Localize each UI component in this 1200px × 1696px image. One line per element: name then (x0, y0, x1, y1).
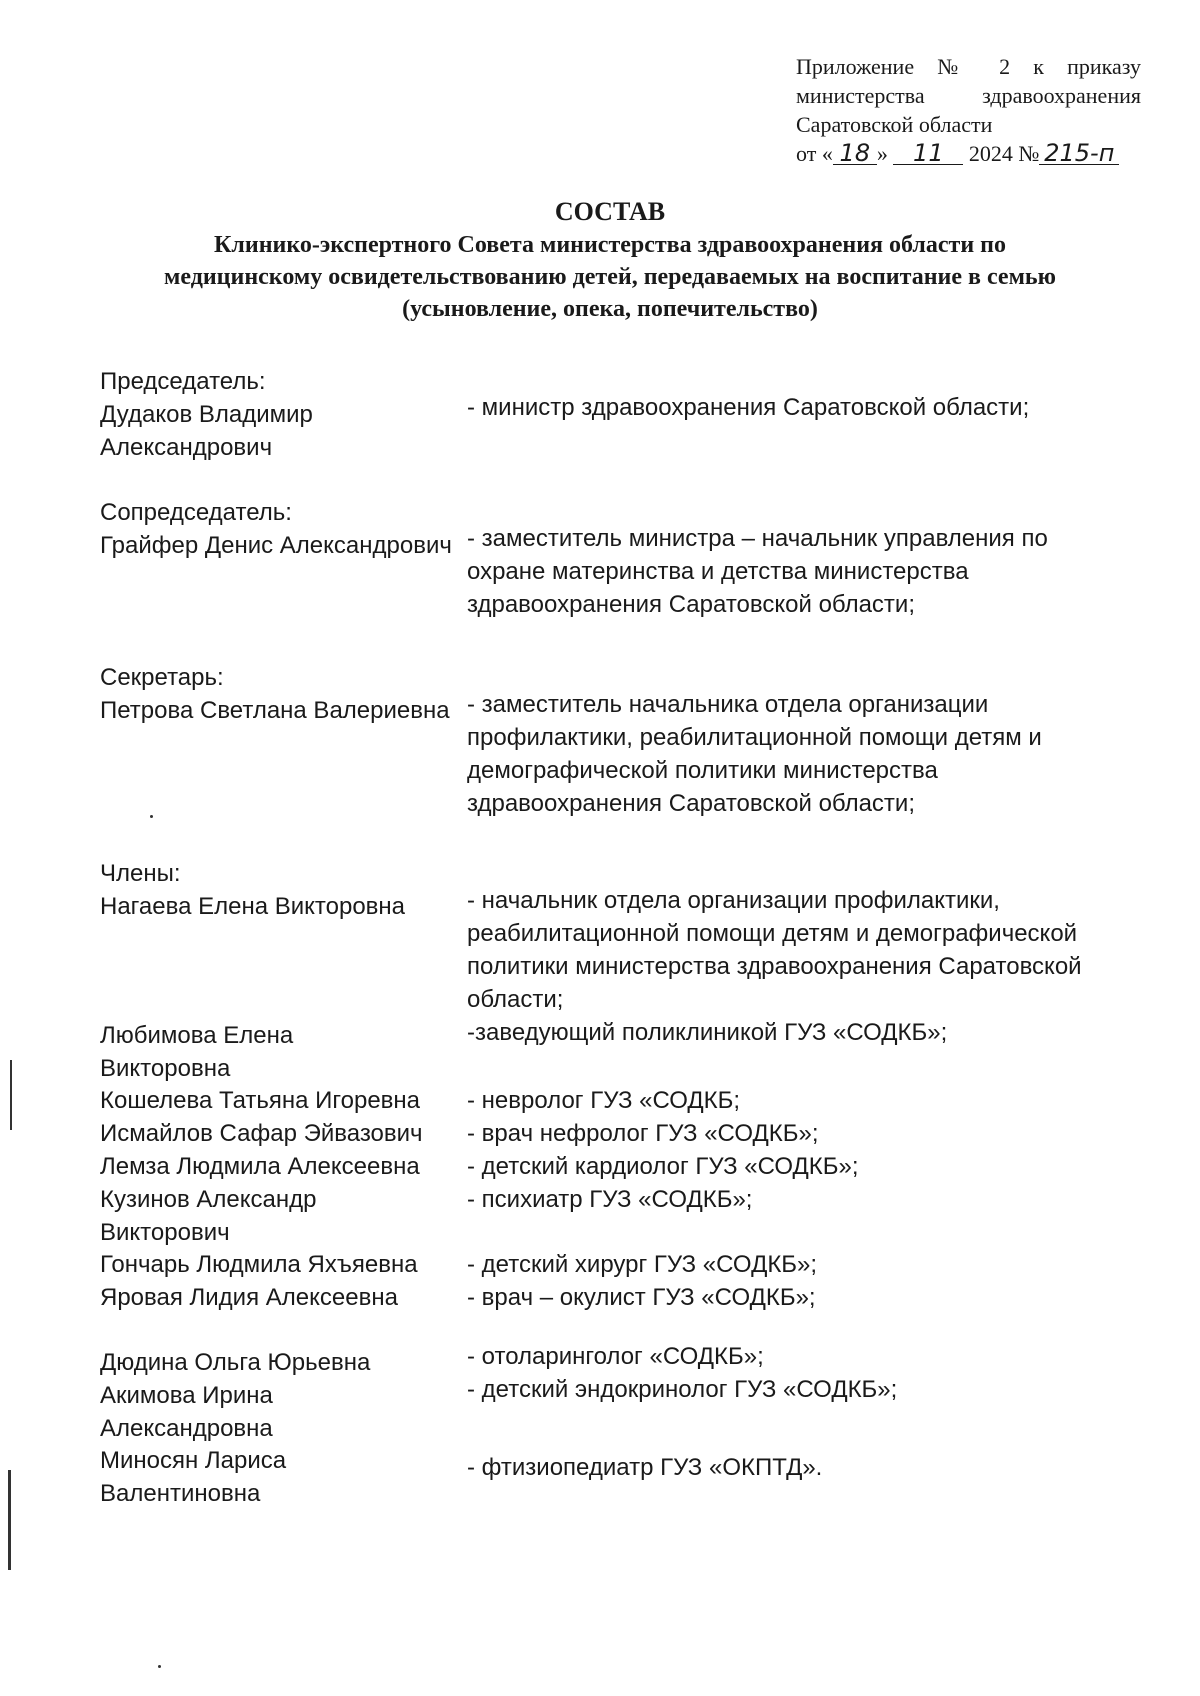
member-name: Гончарь Людмила Яхъяевна (100, 1251, 418, 1278)
secretary-name: Петрова Светлана Валериевна (100, 697, 450, 724)
scan-artifact (8, 1470, 11, 1570)
member-role: - отоларинголог «СОДКБ»; (467, 1343, 764, 1370)
member-name: Нагаева Елена Викторовна (100, 893, 406, 920)
member-name: Яровая Лидия Алексеевна (100, 1284, 398, 1311)
cochair-label: Сопредседатель: (100, 499, 292, 526)
member-role: - психиатр ГУЗ «СОДКБ»; (467, 1186, 753, 1213)
secretary-role: - заместитель начальника отдела организации профилактики, реабилитационной помощи детям и демографической политики министерства здравоохранения Саратовской области; (467, 691, 1042, 817)
member-name: Кошелева Татьяна Игоревна (100, 1087, 421, 1114)
date-day: 18 (833, 142, 877, 165)
order-number: 215-п (1039, 142, 1119, 165)
date-mid: » (876, 141, 888, 166)
secretary-label: Секретарь: (100, 664, 224, 691)
member-role: - детский кардиолог ГУЗ «СОДКБ»; (467, 1153, 859, 1180)
member-role: - невролог ГУЗ «СОДКБ; (467, 1087, 741, 1114)
member-role: - начальник отдела организации профилактики, реабилитационной помощи детям и демографической политики министерства здравоохранения Саратовской области; (467, 887, 1082, 1013)
member-role: -заведующий поликлиникой ГУЗ «СОДКБ»; (467, 1019, 948, 1046)
member-name: Любимова Елена Викторовна (100, 1022, 294, 1082)
document-title: СОСТАВ (554, 197, 666, 226)
members-label: Члены: (100, 860, 181, 887)
member-role: - врач нефролог ГУЗ «СОДКБ»; (467, 1120, 819, 1147)
appendix-line-2: министерства здравоохранения (796, 83, 1141, 108)
document-subtitle: Клинико-экспертного Совета министерства здравоохранения области по медицинскому освидетельствованию детей, передаваемых на воспитание в семью (усыновление, опека, попечительство) (164, 232, 1056, 322)
appendix-line-3: Саратовской области (796, 112, 993, 137)
member-name: Лемза Людмила Алексеевна (100, 1153, 420, 1180)
member-role: - фтизиопедиатр ГУЗ «ОКПТД». (467, 1454, 823, 1481)
appendix-line-1: Приложение № 2 к приказу (796, 54, 1141, 79)
member-role: - детский эндокринолог ГУЗ «СОДКБ»; (467, 1376, 898, 1403)
chair-name: Дудаков Владимир Александрович (100, 401, 313, 461)
chair-role: - министр здравоохранения Саратовской области; (467, 394, 1030, 421)
date-year: 2024 № (968, 141, 1040, 166)
chair-label: Председатель: (100, 368, 266, 395)
member-role: - врач – окулист ГУЗ «СОДКБ»; (467, 1284, 816, 1311)
member-name: Акимова Ирина Александровна (100, 1382, 273, 1442)
member-role: - детский хирург ГУЗ «СОДКБ»; (467, 1251, 818, 1278)
member-name: Миносян Лариса Валентиновна (100, 1447, 287, 1507)
member-name: Исмайлов Сафар Эйвазович (100, 1120, 423, 1147)
cochair-role: - заместитель министра – начальник управления по охране материнства и детства министерства здравоохранения Саратовской области; (467, 525, 1048, 618)
scan-dot (150, 815, 153, 818)
scan-dot (158, 1665, 161, 1668)
member-name: Дюдина Ольга Юрьевна (100, 1349, 371, 1376)
date-month: 11 (893, 142, 963, 165)
appendix-date-line (796, 139, 1141, 168)
cochair-name: Грайфер Денис Александрович (100, 532, 452, 559)
date-prefix: от « (796, 141, 833, 166)
member-name: Кузинов Александр Викторович (100, 1186, 317, 1246)
scan-artifact (10, 1060, 12, 1130)
appendix-block (796, 52, 1141, 168)
